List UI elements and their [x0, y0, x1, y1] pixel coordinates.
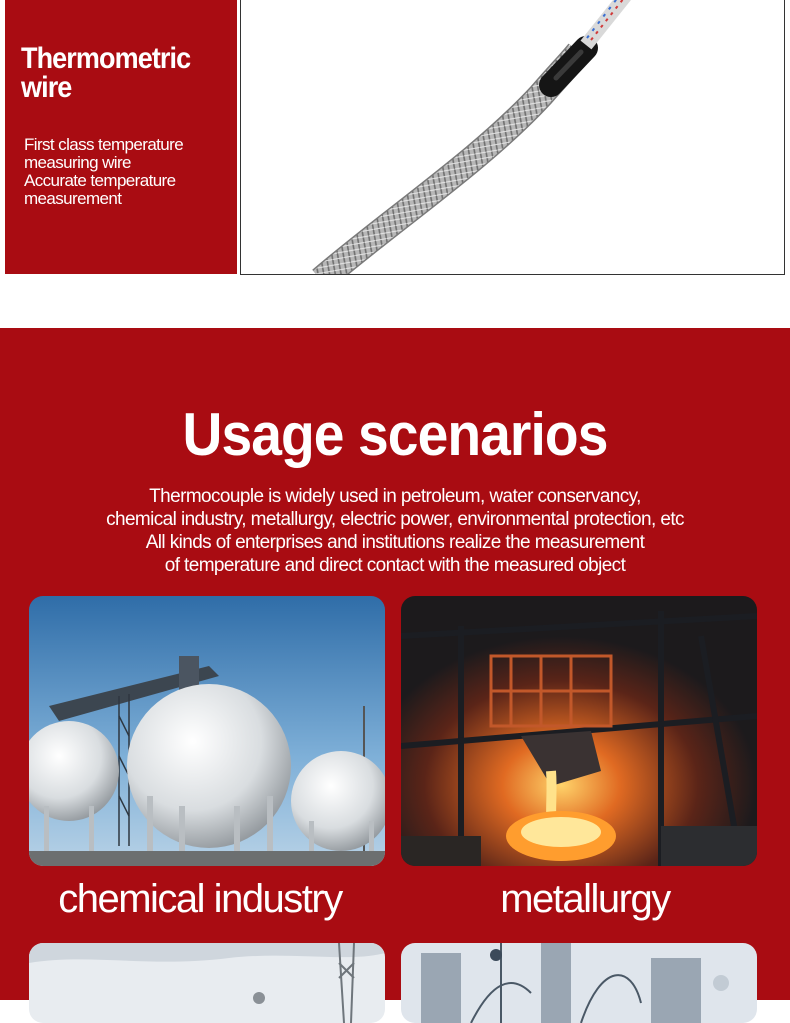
feature-quality	[24, 136, 183, 172]
wire-product-image	[240, 0, 785, 275]
product-info-panel	[5, 0, 237, 274]
usage-description-line: of temperature and direct contact with the measured object	[164, 555, 626, 576]
product-title-line1: Thermometric	[21, 42, 191, 75]
feature-quality-line2: measuring wire	[24, 153, 131, 172]
feature-quality-line1: First class temperature	[24, 135, 184, 154]
product-title-line2: wire	[21, 71, 72, 104]
feature-accuracy-line1: Accurate temperature	[24, 171, 176, 190]
feature-accuracy	[24, 172, 175, 208]
product-title	[21, 44, 190, 102]
usage-scenarios-section	[0, 328, 790, 1000]
scenario-caption-metallurgy: metallurgy	[500, 877, 670, 921]
usage-description-line: Thermocouple is widely used in petroleum, water conservancy,	[149, 486, 641, 507]
electric-power-photo	[29, 943, 385, 1023]
metallurgy-photo	[401, 596, 757, 866]
usage-description	[0, 485, 790, 577]
feature-accuracy-line2: measurement	[24, 189, 122, 208]
usage-description-line: All kinds of enterprises and institutions realize the measurement	[145, 532, 645, 553]
chemical-industry-photo	[29, 596, 385, 866]
scenario-caption-chemical: chemical industry	[58, 877, 342, 921]
usage-description-line: chemical industry, metallurgy, electric power, environmental protection, etc	[106, 509, 684, 530]
laboratory-photo	[401, 943, 757, 1023]
usage-title: Usage scenarios	[182, 401, 608, 468]
